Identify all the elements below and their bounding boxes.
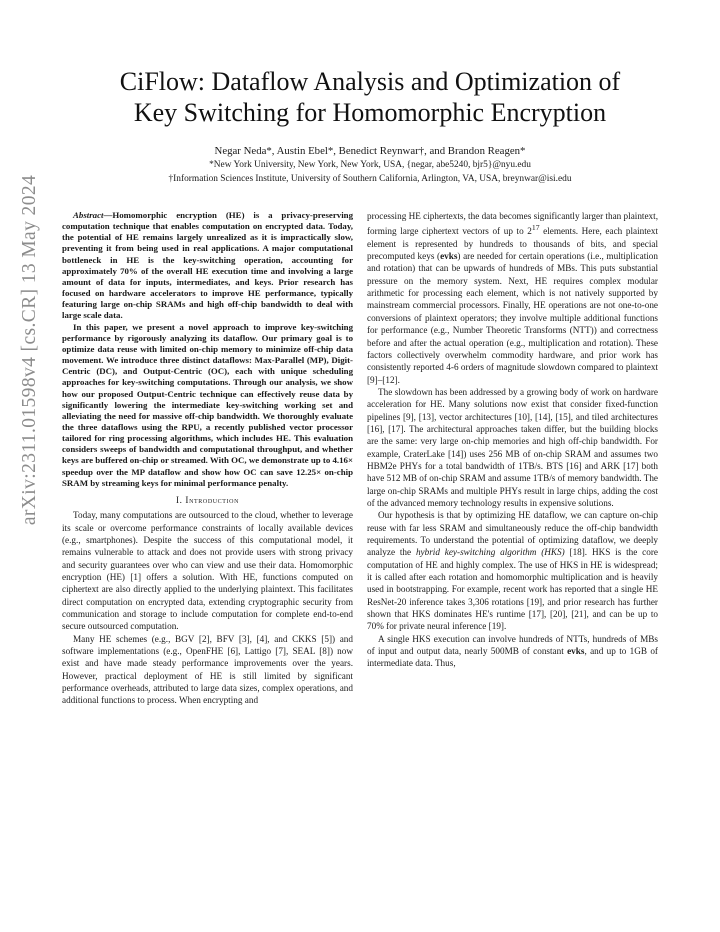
intro-paragraph-2: Many HE schemes (e.g., BGV [2], BFV [3], [4], and CKKS [5]) and software implementations (e.g., OpenFHE [6], Lattigo [7], SEAL [8]) now exist and have made steady performance improvements over the years. However, practical deployment of HE is still limited by significant performance overheads, attributed to large data sizes, complex operations, and additional functions to process. When encrypting and [62, 633, 353, 706]
affiliation-nyu: *New York University, New York, New York, USA, {negar, abe5240, bjr5}@nyu.edu [209, 160, 531, 170]
right-p3-part-b: [18]. HKS is the core computation of HE and highly complex. The use of HKS in HE is widespread; it is called after each rotation and homomorphic multiplication and is heavily used in bootstrapping. For example, recent work has reported that a single HE ResNet-20 inference takes 3,306 rotations [19], and prior research has further shown that HKS dominates HE's runtime [17], [20], [21], and can be up to 70% for private neural inference [19]. [367, 547, 658, 632]
right-p1-part-b: elements. Here, each plaintext element is represented by hundreds to thousands of bits, and special precomputed keys ( [367, 226, 658, 262]
author-list: Negar Neda*, Austin Ebel*, Benedict Reynwar†, and Brandon Reagen* [214, 145, 526, 157]
abstract [62, 210, 353, 489]
abstract-label: Abstract [73, 210, 104, 220]
right-column [367, 210, 658, 670]
section-heading-introduction [62, 494, 353, 506]
right-paragraph-4 [367, 633, 658, 670]
section-heading-text: I. Introduction [175, 494, 240, 505]
hks-term: hybrid key-switching algorithm (HKS) [415, 547, 565, 558]
title-line-2: Key Switching for Homomorphic Encryption [133, 98, 607, 127]
right-p4-part-b: , and up to 1GB of intermediate data. Thus, [367, 646, 658, 669]
paper-title [60, 66, 680, 128]
affiliation-isi: †Information Sciences Institute, University of Southern California, Arlington, VA, USA, breynwar@isi.edu [168, 174, 572, 184]
arxiv-side-stamp [10, 40, 50, 660]
abstract-paragraph-1 [62, 210, 353, 322]
right-paragraph-3 [367, 509, 658, 632]
evks-term: evks [440, 251, 458, 262]
intro-paragraph-1: Today, many computations are outsourced to the cloud, whether to leverage its scale or overcome performance constraints of locally available devices (e.g., smartphones). Despite the success of this computational model, it remains vulnerable to attack and does not provide users with strong privacy and security guarantees over who can view and use their data. Homomorphic encryption (HE) [1] offers a solution. With HE, functions computed on ciphertext are also directly applied to the underlying plaintext. This facilitates direct computation on encrypted data, extending cryptographic security from communication and storage to include computation for complete end-to-end secure outsourced computation. [62, 510, 353, 632]
abstract-paragraph-2: In this paper, we present a novel approach to improve key-switching performance by rigorously analyzing its dataflow. Our primary goal is to optimize data reuse with limited on-chip memory to minimize off-chip data movement. We introduce three distinct dataflows: Max-Parallel (MP), Digit-Centric (DC), and Output-Centric (OC), each with unique scheduling approaches for key-switching computations. Through our analysis, we show how our proposed Output-Centric technique can effectively reuse data by significantly lowering the intermediate key-switching working set and alleviating the need for massive off-chip bandwidth. We thoroughly evaluate the three dataflows using the RPU, a recently published vector processor tailored for ring processing algorithms, which includes HE. This evaluation considers sweeps of bandwidth and computational throughput, and whether keys are buffered on-chip or streamed. With OC, we demonstrate up to 4.16× speedup over the MP dataflow and show how OC can save 12.25× on-chip SRAM by streaming keys for minimal performance penalty. [62, 321, 353, 488]
evks-term-2: evks [567, 646, 585, 657]
right-paragraph-1 [367, 210, 658, 386]
right-paragraph-2: The slowdown has been addressed by a growing body of work on hardware acceleration for HE. Many solutions now exist that consider fixed-function pipelines [9], [13], vector architectures [10], [14], [15], and tiled architectures [16], [17]. The architectural approaches taken differ, but the building blocks are the same: very large on-chip memories and high off-chip bandwidth. For example, CraterLake [14]) uses 256 MB of on-chip SRAM and assumes two HBM2e PHYs for a total bandwidth of 1TB/s. BTS [16] and ARK [17] both have 512 MB of on-chip SRAM and assume 1TB/s of memory bandwidth. The large on-chip SRAMs and multiple PHYs result in large chips, adding the cost of the advanced memory technology results in expensive solutions. [367, 386, 658, 508]
right-p4-part-a: A single HKS execution can involve hundreds of NTTs, hundreds of MBs of input and output data, nearly 500MB of constant [367, 633, 658, 657]
arxiv-identifier: arXiv:2311.01598v4 [cs.CR] 13 May 2024 [19, 174, 40, 526]
right-p3-part-a: Our hypothesis is that by optimizing HE dataflow, we can capture on-chip reuse with far less SRAM and simultaneously reduce the off-chip bandwidth requirements. To understand the potential of optimizing dataflow, we deeply analyze the [367, 510, 658, 558]
title-line-1: CiFlow: Dataflow Analysis and Optimization of [119, 67, 621, 96]
exponent-17: 17 [531, 223, 540, 233]
abstract-text-1: —Homomorphic encryption (HE) is a privacy-preserving computation technique that enables computation on encrypted data. Today, the potential of HE remains largely unrealized as it is impractically slow, preventing it from being used in real applications. A major computational bottleneck in HE is the key-switching operation, accounting for approximately 70% of the overall HE execution time and involving a large amount of data for inputs, intermediates, and keys. Prior research has focused on hardware accelerators to improve HE performance, typically featuring large on-chip SRAMs and high off-chip bandwidth to deal with large scale data. [62, 210, 353, 321]
left-column [62, 210, 353, 707]
right-p1-part-a: processing HE ciphertexts, the data becomes significantly larger than plaintext, forming large ciphertext vectors of up to 2 [367, 211, 658, 237]
right-p1-part-c: ) are needed for certain operations (i.e., multiplication and rotation) that can be upwards of hundreds of MBs. This puts substantial pressure on the memory system. Next, HE requires complex modular arithmetic for processing each element, which is not natively supported by mainstream commercial processors. Finally, HE operations are not one-to-one conversions of plaintext operators; they involve multiple additional functions for performance (e.g., Number Theoretic Transforms (NTT)) and correctness before and after the actual operation (e.g., multiplication and rotation). These factors collectively overwhelm commodity hardware, and prior work has consistently reported 4-6 orders of magnitude slowdown compared to plaintext [9]–[12]. [367, 251, 658, 385]
